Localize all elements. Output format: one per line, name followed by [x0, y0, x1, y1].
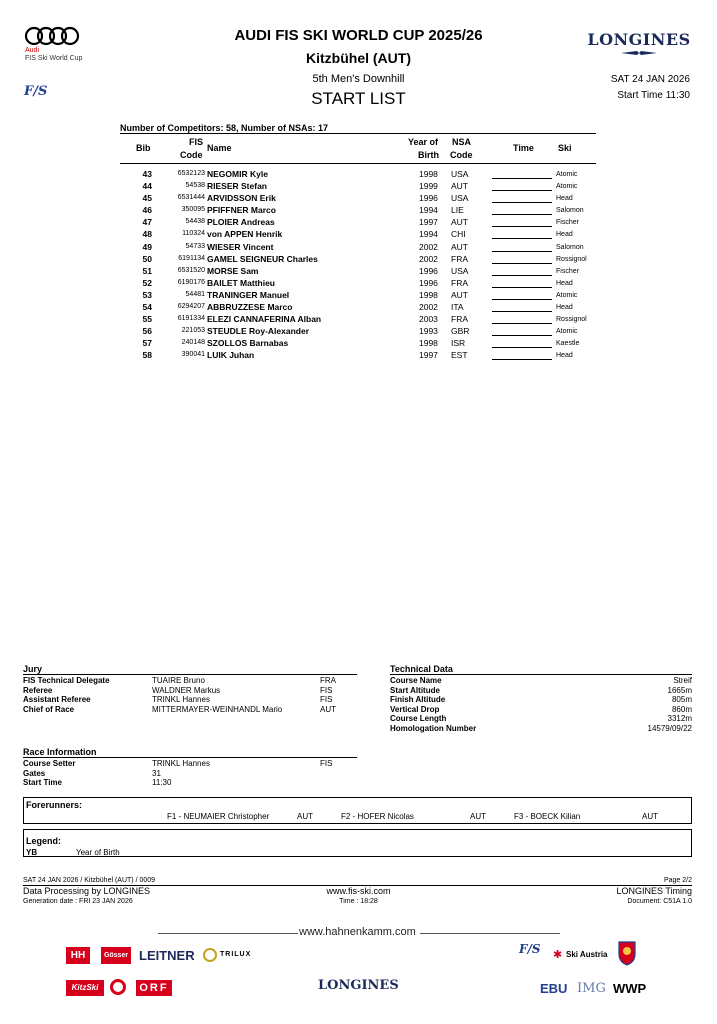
athlete-name: STEUDLE Roy-Alexander: [207, 326, 310, 337]
year-of-birth: 1998: [419, 338, 438, 349]
race-info-key: Start Time: [23, 778, 62, 788]
table-row: [120, 168, 596, 180]
sponsor-trilux: TRILUX: [220, 951, 252, 958]
col-year-2: Birth: [418, 150, 439, 160]
bib-number: 55: [142, 314, 152, 325]
legend-title: Legend:: [26, 836, 61, 846]
fis-code: 54538: [185, 182, 205, 190]
time-blank-line: [492, 263, 552, 264]
ski-austria-icon: ✱: [553, 949, 563, 961]
forerunners-box: [23, 797, 692, 824]
time-blank-line: [492, 238, 552, 239]
fis-code: 6531520: [177, 266, 205, 274]
footer-website[interactable]: www.fis-ski.com: [326, 886, 391, 896]
forerunner-name: F2 - HOFER Nicolas: [341, 812, 414, 821]
table-row: [120, 301, 596, 313]
technical-key: Course Name: [390, 676, 442, 685]
ski-brand: Kaestle: [556, 340, 580, 348]
year-of-birth: 2003: [419, 314, 438, 325]
fis-code: 240148: [181, 339, 205, 347]
audi-brand: Audi: [25, 47, 40, 54]
technical-row: [390, 705, 692, 715]
table-body: [120, 164, 596, 362]
athlete-name: GAMEL SEIGNEUR Charles: [207, 253, 318, 264]
technical-value: 805m: [671, 695, 692, 705]
event-name: 5th Men's Downhill: [312, 73, 405, 85]
technical-value: 14579/09/22: [647, 723, 692, 733]
nsa-code: AUT: [451, 181, 468, 192]
sponsor-wwp: WWP: [613, 981, 647, 996]
technical-rule: [390, 674, 692, 675]
year-of-birth: 1996: [419, 265, 438, 276]
event-series-title: AUDI FIS SKI WORLD CUP 2025/26: [234, 27, 483, 44]
athlete-name: SZOLLOS Barnabas: [207, 338, 289, 349]
athlete-name: ABBRUZZESE Marco: [207, 302, 293, 313]
sponsor-hh: HH: [66, 947, 90, 964]
jury-role: FIS Technical Delegate: [23, 676, 110, 685]
time-blank-line: [492, 335, 552, 336]
fis-code: 6532123: [177, 170, 205, 177]
time-blank-line: [492, 299, 552, 300]
race-info-value: 31: [152, 768, 161, 778]
col-ski: Ski: [558, 143, 572, 153]
ski-brand: Rossignol: [556, 255, 587, 263]
year-of-birth: 1994: [419, 229, 438, 240]
fis-code: 6191134: [178, 254, 205, 262]
table-row: [120, 192, 596, 204]
col-nsa-2: Code: [450, 150, 473, 160]
trilux-icon: [203, 948, 217, 962]
athlete-name: NEGOMIR Kyle: [207, 169, 268, 179]
bib-number: 49: [142, 241, 152, 252]
ski-brand: Fischer: [556, 267, 579, 275]
table-row: [120, 241, 596, 253]
technical-row: [390, 686, 692, 696]
technical-row: [390, 676, 692, 686]
jury-nsa: FRA: [320, 676, 336, 685]
athlete-name: LUIK Juhan: [207, 350, 255, 361]
sponsor-longines: LONGINES: [318, 978, 399, 993]
bib-number: 46: [142, 205, 152, 216]
ski-brand: Head: [556, 231, 573, 239]
technical-value: 1665m: [667, 685, 692, 695]
nsa-code: FRA: [451, 253, 468, 264]
bib-number: 51: [142, 265, 152, 276]
year-of-birth: 1998: [419, 169, 438, 179]
bib-number: 50: [142, 253, 152, 264]
nsa-code: FRA: [451, 277, 468, 288]
footer-data-processing: Data Processing by LONGINES: [23, 886, 151, 896]
nsa-code: CHI: [451, 229, 466, 240]
year-of-birth: 1999: [419, 181, 438, 192]
start-list-table: [120, 133, 596, 362]
ski-brand: Rossignol: [556, 316, 587, 324]
time-blank-line: [492, 178, 552, 179]
forerunner-nsa: AUT: [470, 812, 486, 821]
race-info-value: 11:30: [152, 778, 172, 788]
jury-role: Chief of Race: [23, 704, 75, 714]
year-of-birth: 1996: [419, 277, 438, 288]
jury-list: [23, 676, 357, 714]
sponsor-rule-right: [420, 933, 560, 934]
bib-number: 58: [142, 350, 152, 361]
time-blank-line: [492, 275, 552, 276]
fis-logo-text: F/S: [24, 84, 48, 99]
ski-brand: Salomon: [556, 243, 584, 251]
bib-number: 54: [142, 302, 152, 313]
sponsor-website[interactable]: www.hahnenkamm.com: [299, 926, 416, 938]
sponsor-orf: ORF: [136, 980, 172, 996]
sponsor-fis-logo: F/S: [519, 942, 541, 956]
time-blank-line: [492, 214, 552, 215]
table-header: [120, 134, 596, 164]
bib-number: 45: [142, 193, 152, 204]
ski-brand: Atomic: [556, 183, 578, 191]
sponsor-ski-austria: Ski Austria: [566, 950, 608, 959]
jury-title: Jury: [23, 664, 43, 674]
year-of-birth: 1993: [419, 326, 438, 337]
bib-number: 52: [142, 277, 152, 288]
round-logo-icon: [110, 979, 126, 995]
jury-row: [23, 705, 357, 715]
race-info-key: Course Setter: [23, 759, 76, 768]
col-time: Time: [513, 143, 534, 153]
col-nsa-1: NSA: [452, 137, 472, 147]
start-time: Start Time 11:30: [617, 90, 690, 101]
technical-value: 3312m: [667, 714, 692, 724]
race-date: SAT 24 JAN 2026: [610, 74, 690, 85]
nsa-code: USA: [451, 169, 469, 179]
longines-logo: [586, 30, 692, 58]
time-blank-line: [492, 347, 552, 348]
ski-brand: Atomic: [556, 291, 578, 299]
bib-number: 44: [142, 181, 152, 192]
year-of-birth: 2002: [419, 241, 438, 252]
jury-rule: [23, 674, 357, 675]
fis-code: 390041: [181, 351, 205, 359]
table-row: [120, 228, 596, 240]
bib-number: 43: [142, 169, 152, 179]
forerunner-name: F3 - BOECK Kilian: [514, 812, 581, 821]
jury-row: [23, 695, 357, 705]
ski-brand: Head: [556, 195, 573, 203]
venue-title: Kitzbühel (AUT): [306, 50, 411, 66]
fis-code: 110324: [182, 230, 205, 238]
longines-logo-text: LONGINES: [587, 30, 691, 49]
jury-role: Assistant Referee: [23, 695, 91, 705]
race-info-nsa: FIS: [320, 759, 333, 768]
jury-person: TRINKL Hannes: [152, 695, 210, 705]
jury-nsa: FIS: [320, 685, 333, 695]
nsa-code: USA: [451, 265, 469, 276]
technical-key: Course Length: [390, 714, 447, 724]
bib-number: 57: [142, 338, 152, 349]
time-blank-line: [492, 190, 552, 191]
nsa-code: AUT: [451, 241, 468, 252]
col-fis-code-1: FIS: [189, 137, 204, 147]
technical-key: Finish Altitude: [390, 695, 446, 705]
legend-box: [23, 829, 692, 857]
athlete-name: TRANINGER Manuel: [207, 289, 290, 300]
nsa-code: AUT: [451, 289, 468, 300]
race-info-row: [23, 759, 357, 769]
year-of-birth: 1996: [419, 193, 438, 204]
athlete-name: WIESER Vincent: [207, 241, 274, 252]
technical-key: Vertical Drop: [390, 704, 440, 714]
jury-person: TUAIRE Bruno: [152, 676, 205, 685]
kitzbuehel-crest-icon: [617, 940, 637, 966]
jury-nsa: AUT: [320, 704, 336, 714]
audi-subtitle: FIS Ski World Cup: [25, 55, 83, 62]
sponsor-leitner: LEITNER: [139, 948, 195, 963]
sponsor-gosser: Gösser: [101, 947, 131, 964]
athlete-name: von APPEN Henrik: [207, 229, 283, 240]
sponsor-kitzski: KitzSki: [66, 980, 104, 996]
legend-key: YB: [26, 848, 38, 857]
time-blank-line: [492, 202, 552, 203]
longines-wings-icon: [619, 49, 659, 57]
nsa-code: USA: [451, 193, 469, 204]
bib-number: 47: [142, 217, 152, 228]
year-of-birth: 1998: [419, 289, 438, 300]
jury-row: [23, 686, 357, 696]
time-blank-line: [492, 287, 552, 288]
table-row: [120, 349, 596, 361]
time-blank-line: [492, 251, 552, 252]
athlete-name: PFIFFNER Marco: [207, 205, 276, 216]
table-row: [120, 289, 596, 301]
jury-person: MITTERMAYER-WEINHANDL Mario: [152, 704, 283, 714]
jury-nsa: FIS: [320, 695, 333, 705]
ski-brand: Head: [556, 304, 573, 312]
forerunner-name: F1 - NEUMAIER Christopher: [167, 812, 270, 821]
fis-code: 6191334: [177, 315, 205, 323]
technical-key: Start Altitude: [390, 685, 440, 695]
bib-number: 53: [142, 289, 152, 300]
table-row: [120, 265, 596, 277]
ski-brand: Atomic: [556, 171, 578, 178]
nsa-code: AUT: [451, 217, 468, 228]
race-info-list: [23, 759, 357, 788]
year-of-birth: 1994: [419, 205, 438, 216]
technical-row: [390, 695, 692, 705]
forerunner-nsa: AUT: [297, 812, 313, 821]
technical-row: [390, 724, 692, 734]
table-row: [120, 180, 596, 192]
jury-person: WALDNER Markus: [152, 685, 221, 695]
table-row: [120, 325, 596, 337]
time-blank-line: [492, 323, 552, 324]
nsa-code: EST: [451, 350, 468, 361]
athlete-name: ELEZI CANNAFERINA Alban: [207, 314, 322, 325]
technical-value: 860m: [671, 704, 692, 714]
jury-role: Referee: [23, 685, 53, 695]
table-row: [120, 216, 596, 228]
athlete-name: MORSE Sam: [207, 265, 259, 276]
nsa-code: LIE: [451, 205, 464, 216]
footer-race-ref: SAT 24 JAN 2026 / Kitzbühel (AUT) / 0009: [23, 877, 156, 884]
athlete-name: RIESER Stefan: [207, 181, 267, 192]
technical-row: [390, 714, 692, 724]
fis-code: 221053: [181, 327, 205, 335]
footer-generation-date: Generation date : FRI 23 JAN 2026: [23, 898, 133, 905]
athlete-name: PLOIER Andreas: [207, 217, 275, 228]
fis-code: 6531444: [177, 194, 205, 202]
sponsor-img: IMG: [577, 981, 606, 996]
table-row: [120, 253, 596, 265]
jury-row: [23, 676, 357, 686]
race-info-key: Gates: [23, 768, 46, 778]
nsa-code: ITA: [451, 302, 464, 313]
bib-number: 48: [142, 229, 152, 240]
technical-value: Streif: [673, 676, 692, 685]
fis-code: 54438: [185, 218, 205, 226]
nsa-code: FRA: [451, 314, 468, 325]
technical-key: Homologation Number: [390, 723, 477, 733]
table-row: [120, 204, 596, 216]
col-fis-code-2: Code: [180, 150, 203, 160]
race-info-value: TRINKL Hannes: [152, 759, 210, 768]
athlete-name: BAILET Matthieu: [207, 277, 275, 288]
legend-value: Year of Birth: [76, 848, 120, 857]
footer-document: Document: C51A 1.0: [627, 898, 692, 905]
table-row: [120, 337, 596, 349]
fis-code: 6294207: [177, 303, 205, 311]
year-of-birth: 1997: [419, 217, 438, 228]
ski-brand: Fischer: [556, 219, 579, 227]
race-info-title: Race Information: [23, 747, 97, 757]
year-of-birth: 1997: [419, 350, 438, 361]
technical-list: [390, 676, 692, 734]
footer-page: Page 2/2: [663, 877, 692, 884]
year-of-birth: 2002: [419, 302, 438, 313]
ski-brand: Head: [556, 279, 573, 287]
time-blank-line: [492, 359, 552, 360]
nsa-code: GBR: [451, 326, 470, 337]
bib-number: 56: [142, 326, 152, 337]
fis-code: 6190176: [177, 278, 205, 286]
competitors-summary: Number of Competitors: 58, Number of NSAs: 17: [120, 123, 329, 133]
col-year-1: Year of: [408, 137, 439, 147]
table-row: [120, 277, 596, 289]
page-title: START LIST: [311, 89, 406, 108]
race-info-row: [23, 769, 357, 779]
footer-timing: LONGINES Timing: [616, 886, 692, 896]
technical-title: Technical Data: [390, 664, 453, 674]
forerunner-nsa: AUT: [642, 812, 658, 821]
sponsor-rule-left: [158, 933, 298, 934]
time-blank-line: [492, 311, 552, 312]
footer-time: Time : 18:28: [339, 898, 378, 905]
table-row: [120, 313, 596, 325]
race-info-rule: [23, 757, 357, 758]
time-blank-line: [492, 226, 552, 227]
col-bib: Bib: [136, 143, 151, 153]
nsa-code: ISR: [451, 338, 466, 349]
athlete-name: ARVIDSSON Erik: [207, 193, 276, 204]
sponsor-ebu: EBU: [540, 981, 568, 996]
ski-brand: Head: [556, 352, 573, 360]
fis-code: 350095: [181, 206, 205, 214]
forerunners-title: Forerunners:: [26, 800, 83, 810]
col-name: Name: [207, 143, 232, 153]
fis-code: 54733: [185, 242, 205, 250]
ski-brand: Salomon: [556, 207, 584, 215]
ski-brand: Atomic: [556, 328, 578, 336]
race-info-row: [23, 778, 357, 788]
year-of-birth: 2002: [419, 253, 438, 264]
fis-code: 54481: [185, 290, 205, 298]
